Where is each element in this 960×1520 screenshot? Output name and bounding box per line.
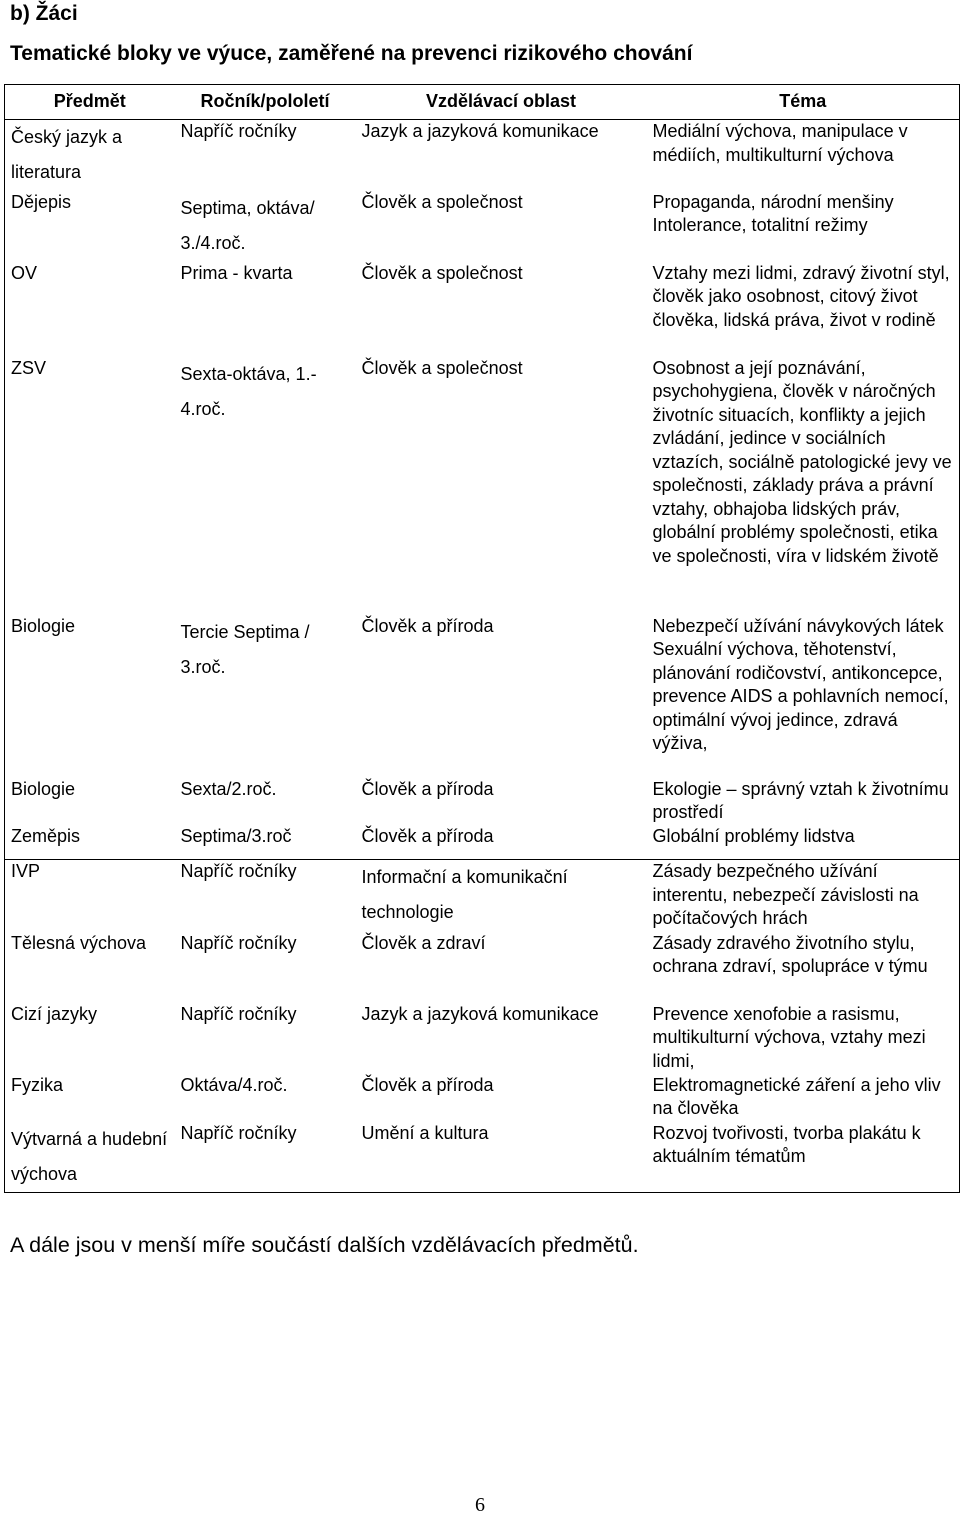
cell-subject: Zeměpis <box>5 825 175 860</box>
cell-topic: Mediální výchova, manipulace v médiích, multikulturní výchova <box>647 120 960 191</box>
table-row <box>5 120 960 191</box>
cell-grade: Napříč ročníky <box>180 121 297 141</box>
cell-area: Umění a kultura <box>356 1122 647 1193</box>
cell-subject: Český jazyk a literatura <box>5 120 175 191</box>
cell-grade: Napříč ročníky <box>180 932 297 953</box>
cell-topic: Vztahy mezi lidmi, zdravý životní styl, člověk jako osobnost, citový život člověka, lidská práva, život v rodině <box>647 262 960 357</box>
cell-subject: Tělesná výchova <box>5 932 175 1003</box>
table-row <box>5 615 960 778</box>
cell-grade: Tercie Septima / 3.roč. <box>180 621 310 677</box>
cell-grade: Napříč ročníky <box>180 1003 297 1024</box>
closing-note: A dále jsou v menší míře součástí dalších vzdělávacích předmětů. <box>10 1233 639 1257</box>
cell-subject: ZSV <box>5 357 175 615</box>
header-grade: Ročník/pololetí <box>175 85 356 120</box>
cell-grade: Napříč ročníky <box>175 860 356 932</box>
cell-subject: Fyzika <box>5 1074 175 1122</box>
cell-topic: Zásady zdravého životního stylu, ochrana zdraví, spolupráce v týmu <box>647 932 960 1003</box>
cell-area: Člověk a zdraví <box>361 932 486 953</box>
header-topic: Téma <box>647 85 960 120</box>
cell-topic: Prevence xenofobie a rasismu, multikulturní výchova, vztahy mezi lidmi, <box>647 1003 960 1074</box>
cell-grade: Sexta-oktáva, 1.- 4.roč. <box>180 363 317 419</box>
cell-subject: OV <box>5 262 175 357</box>
thematic-blocks-table <box>4 84 960 1193</box>
table-row <box>5 1074 960 1122</box>
cell-grade: Septima/3.roč <box>180 825 292 846</box>
section-heading: b) Žáci <box>10 2 78 25</box>
cell-subject: Dějepis <box>5 191 175 262</box>
cell-subject: Biologie <box>5 778 175 825</box>
document-title: Tematické bloky ve výuce, zaměřené na prevenci rizikového chování <box>10 42 693 65</box>
cell-topic: Propaganda, národní menšiny Intolerance, totalitní režimy <box>647 191 960 262</box>
cell-area: Člověk a příroda <box>361 778 494 799</box>
table-row <box>5 825 960 860</box>
cell-topic: Zásady bezpečného užívání interentu, nebezpečí závislosti na počítačových hrách <box>647 860 960 932</box>
cell-grade: Oktáva/4.roč. <box>180 1074 288 1095</box>
cell-grade: Prima - kvarta <box>180 262 293 283</box>
cell-area: Člověk a společnost <box>361 357 523 378</box>
cell-area: Člověk a příroda <box>361 825 494 846</box>
header-subject: Předmět <box>5 85 175 120</box>
cell-subject: IVP <box>5 860 175 932</box>
cell-topic: Nebezpečí užívání návykových látek Sexuální výchova, těhotenství, plánování rodičovství, antikoncepce, prevence AIDS a pohlavních nemocí, optimální vývoj jedince, zdravá výživa, <box>647 615 960 778</box>
cell-subject: Biologie <box>5 615 175 778</box>
table-row <box>5 357 960 615</box>
cell-area: Člověk a společnost <box>361 191 523 212</box>
cell-topic: Globální problémy lidstva <box>647 825 960 860</box>
table-row <box>5 932 960 1003</box>
cell-topic: Ekologie – správný vztah k životnímu prostředí <box>647 778 960 825</box>
table-row <box>5 262 960 357</box>
cell-area: Informační a komunikační technologie <box>356 860 647 932</box>
cell-topic: Osobnost a její poznávání, psychohygiena, člověk v náročných životníc situacích, konflikty a jejich zvládání, jedince v sociálních vztazích, sociálně patologické jevy ve společnosti, základy práva a právní vztahy, obhajoba lidských práv, globální problémy společnosti, etika ve společnosti, víra v lidském životě <box>647 357 960 615</box>
cell-grade: Napříč ročníky <box>175 1122 356 1193</box>
cell-topic: Elektromagnetické záření a jeho vliv na člověka <box>647 1074 960 1122</box>
table-row <box>5 1122 960 1193</box>
header-area: Vzdělávací oblast <box>356 85 647 120</box>
table-header-row <box>5 85 960 120</box>
table-row <box>5 778 960 825</box>
cell-area: Člověk a příroda <box>361 1074 494 1095</box>
cell-area: Jazyk a jazyková komunikace <box>361 1003 599 1024</box>
table-row <box>5 1003 960 1074</box>
cell-area: Jazyk a jazyková komunikace <box>361 121 599 141</box>
cell-subject: Výtvarná a hudební výchova <box>5 1122 175 1193</box>
table-row <box>5 860 960 932</box>
cell-topic: Rozvoj tvořivosti, tvorba plakátu k aktuálním tématům <box>647 1122 960 1193</box>
cell-area: Člověk a příroda <box>361 615 494 636</box>
cell-grade: Septima, oktáva/ 3./4.roč. <box>180 197 315 253</box>
cell-grade: Sexta/2.roč. <box>180 778 277 799</box>
cell-area: Člověk a společnost <box>361 262 523 283</box>
cell-subject: Cizí jazyky <box>5 1003 175 1074</box>
page-number: 6 <box>475 1494 485 1516</box>
table-row <box>5 191 960 262</box>
